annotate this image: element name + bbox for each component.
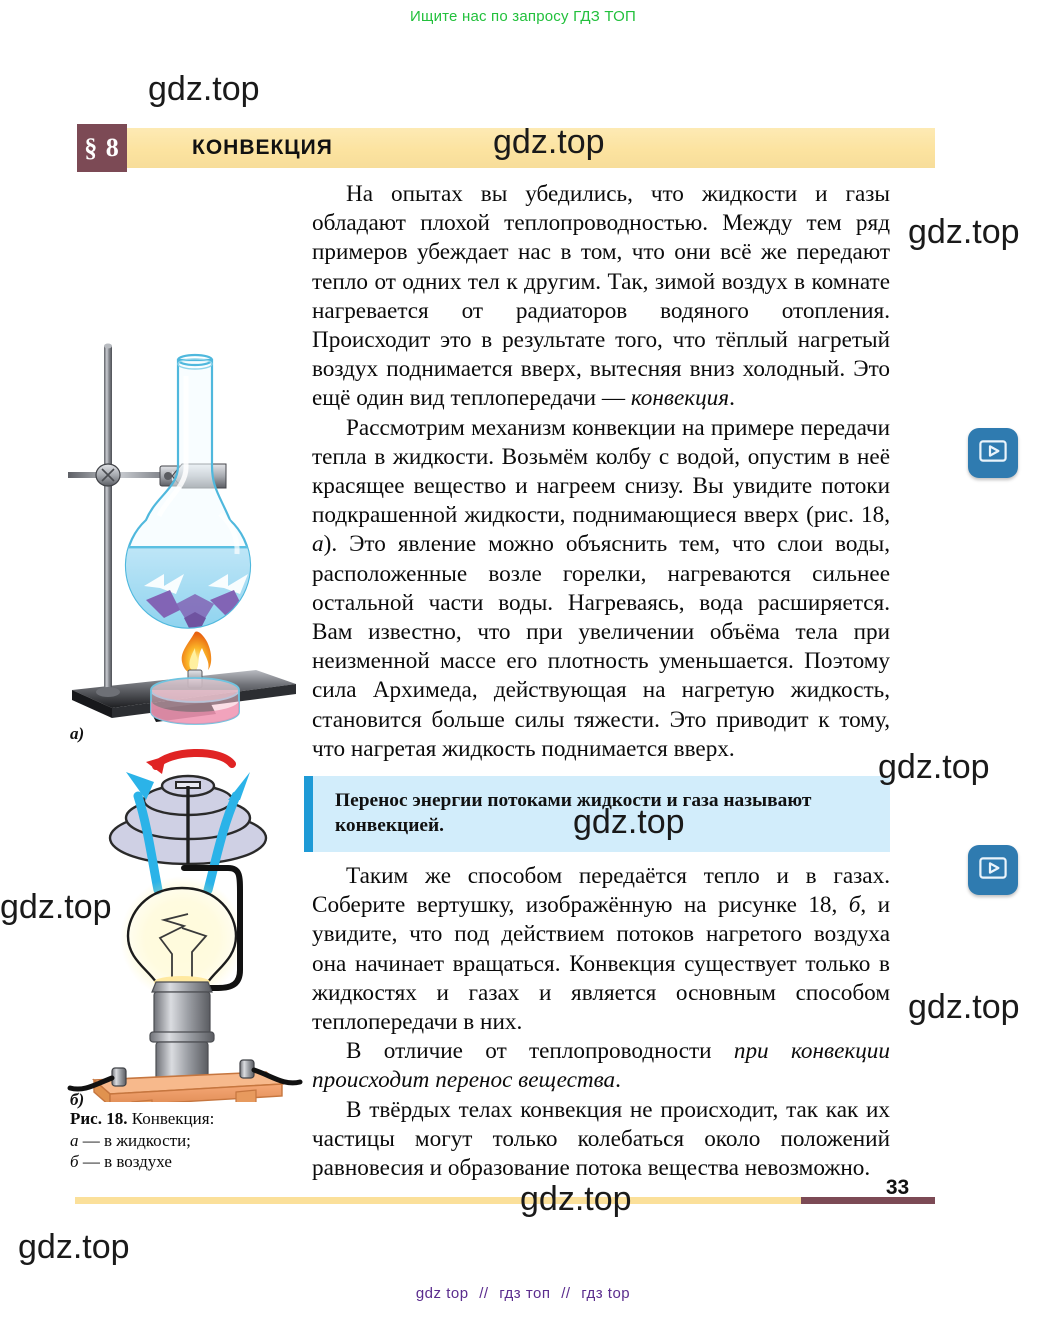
paragraph-2-text: Рассмотрим механизм конвекции на примере передачи тепла в жидкости. Возьмём колбу с водой, опустим в неё красящее вещество и нагреем снизу. Вы увидите потоки подкрашенной жидкости, поднимающиеся вверх (рис. 18, [312,414,890,529]
video-play-icon [979,440,1007,467]
term-convection: конвекция [630,385,730,412]
watermark-tile: gdz.top [520,1180,632,1218]
figure-caption [70,1108,310,1173]
paragraph-3-text: Таким же способом передаётся тепло и в газах. Соберите вертушку, изображённую на рисунке 18, [312,863,890,919]
paragraph-4-end: . [615,1067,621,1094]
figure-label-b: б) [70,1090,85,1109]
watermark-tile: gdz.top [908,213,1020,251]
watermark-tile: gdz.top [148,70,260,108]
figure-label-a: а) [70,724,85,743]
watermark-tile: gdz.top [0,888,112,926]
figure-caption-text-a: — в жидкости; [78,1130,191,1150]
paragraph-1 [312,180,890,414]
paragraph-4-text: В отличие от теплопроводности [346,1038,734,1065]
section-number-badge: § 8 [77,124,127,172]
footer-watermark-middle: гдз топ [499,1285,551,1302]
figure-caption-text-b: — в воздухе [78,1152,172,1171]
video-button-2[interactable] [968,845,1018,895]
paragraph-2-end: ). Это явление можно объяснить тем, что слои воды, расположенные возле горелки, нагреваются сильнее остальной части воды. Нагреваясь, вода расширяется. Вам известно, что при увеличении объёма тела при неизменной массе его плотность уменьшается. Поэтому сила Архимеда, действующая на нагретую жидкость, становится больше силы тяжести. Это приводит к тому, что нагретая жидкость поднимается вверх. [312,531,890,762]
footer-watermark-right: гдз top [581,1285,631,1302]
footer-watermark [0,1285,1046,1302]
promo-banner-text: Ищите нас по запросу ГДЗ ТОП [410,8,636,25]
definition-text: Перенос энергии потоками жидкости и газа называют конвекцией. [335,790,812,837]
rule-segment-yellow [75,1197,801,1204]
figure-ref-b: б [848,892,861,919]
figure-b-pinwheel-illustration [60,742,310,1107]
paragraph-3 [312,862,890,1037]
footer-separator-2: // [561,1285,571,1302]
paragraph-1-text: На опытах вы убедились, что жидкости и газы обладают плохой теплопроводностью. Между тем ряд примеров убеждает нас в том, что они всё же передают тепло от одних тел к другим. Так, зимой воздух в комнате нагревается от радиаторов водяного отопления. Происходит это в результате того, что тёплый нагретый воздух поднимается вверх, вытесняя вниз холодный. Это ещё один вид теплопередачи — [312,181,890,412]
video-button-1[interactable] [968,428,1018,478]
page-title: КОНВЕКЦИЯ [192,136,333,159]
paragraph-4 [312,1037,890,1095]
figure-caption-mark-b: б [70,1152,79,1171]
watermark-tile: gdz.top [908,988,1020,1026]
footer-watermark-left: gdz top [415,1285,469,1302]
figure-caption-title: Конвекция: [127,1109,215,1128]
figure-ref-a: а [312,531,324,558]
paragraph-5: В твёрдых телах конвекция не происходит, так как их частицы могут только колебаться около положений равновесия и образование потока вещества невозможно. [312,1096,890,1182]
watermark-tile: gdz.top [573,803,685,841]
paragraph-1-end: . [729,385,735,412]
definition-callout [304,776,890,852]
footer-separator-1: // [479,1285,489,1302]
emphasis-mass-transfer: при конвекции происходит перенос вещества [312,1038,890,1094]
figure-caption-number: Рис. 18. [70,1109,128,1128]
paragraph-3-end: , и увидите, что под действием потоков нагретого воздуха она начинает вращаться. Конвекция существует только в жидкостях и газах и является основным способом теплопередачи в них. [312,892,890,1036]
watermark-tile: gdz.top [878,748,990,786]
paragraph-2 [312,414,890,764]
figure-caption-mark-a: а [70,1130,79,1150]
page-footer-rule [75,1197,935,1204]
article-body [312,180,890,1183]
figure-a-flask-illustration [60,318,310,743]
watermark-tile: gdz.top [18,1228,130,1266]
video-play-icon [979,857,1007,884]
watermark-tile: gdz.top [493,123,605,161]
page-number: 33 [885,1176,910,1199]
